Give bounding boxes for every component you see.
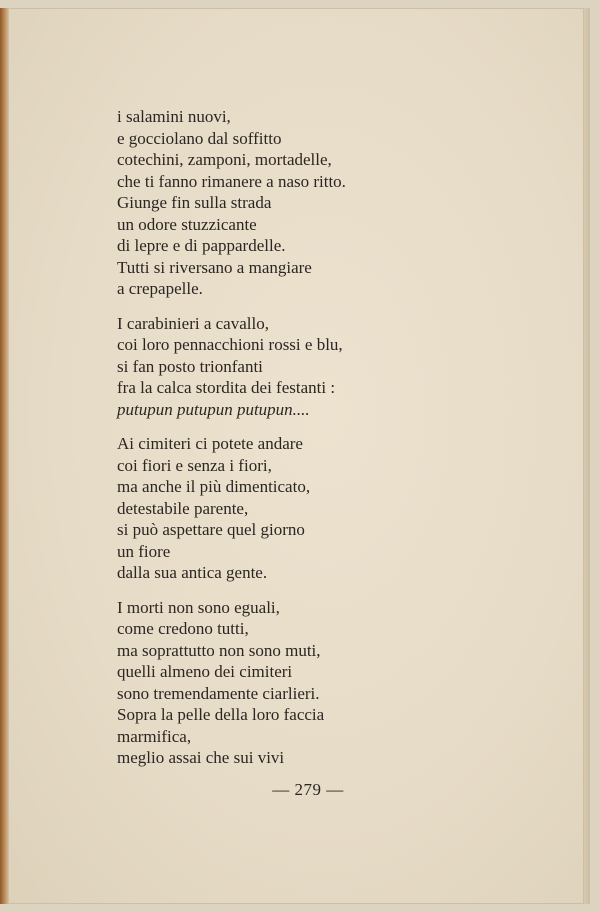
poem-line: sono tremendamente ciarlieri. bbox=[117, 683, 320, 703]
poem-line: come credono tutti, bbox=[117, 619, 249, 638]
poem-line: ma soprattutto non sono muti, bbox=[117, 640, 321, 660]
poem-line: a crepapelle. bbox=[117, 279, 203, 298]
poem-line: ma anche il più dimenticato, bbox=[117, 477, 311, 496]
poem-line: Sopra la pelle della loro faccia bbox=[117, 705, 325, 724]
poem-line: coi fiori e senza i fiori, bbox=[117, 455, 272, 475]
poem-line: di lepre e di pappardelle. bbox=[117, 236, 286, 255]
poem-line: che ti fanno rimanere a naso ritto. bbox=[117, 171, 346, 191]
poem-line: un odore stuzzicante bbox=[117, 214, 257, 234]
poem-line: dalla sua antica gente. bbox=[117, 563, 268, 582]
poem-line: meglio assai che sui vivi bbox=[117, 748, 285, 767]
page-number: — 279 — bbox=[272, 780, 344, 799]
stanza-4 bbox=[117, 597, 557, 769]
poem-line: detestabile parente, bbox=[117, 498, 249, 518]
stanza-3 bbox=[117, 433, 557, 584]
poem-line: i salamini nuovi, bbox=[117, 107, 231, 126]
poem-line: marmifica, bbox=[117, 726, 192, 746]
book-page bbox=[8, 8, 584, 904]
poem-line: coi loro pennacchioni rossi e blu, bbox=[117, 335, 343, 354]
poem-line: I morti non sono eguali, bbox=[117, 597, 280, 617]
poem-line: e gocciolano dal soffitto bbox=[117, 128, 282, 148]
poem-line-italic: putupun putupun putupun.... bbox=[117, 399, 310, 419]
poem-line: un fiore bbox=[117, 541, 171, 561]
poem-line: quelli almeno dei cimiteri bbox=[117, 662, 293, 681]
stanza-2 bbox=[117, 313, 557, 421]
poem-line: Tutti si riversano a mangiare bbox=[117, 257, 312, 277]
stanza-1 bbox=[117, 106, 557, 300]
poem-line: si fan posto trionfanti bbox=[117, 356, 263, 376]
poem-line: fra la calca stordita dei festanti : bbox=[117, 378, 336, 397]
poem-body bbox=[117, 106, 557, 782]
poem-line: si può aspettare quel giorno bbox=[117, 520, 305, 539]
poem-line: Giunge fin sulla strada bbox=[117, 193, 272, 212]
poem-line: Ai cimiteri ci potete andare bbox=[117, 434, 303, 453]
poem-line: cotechini, zamponi, mortadelle, bbox=[117, 150, 332, 169]
poem-line: I carabinieri a cavallo, bbox=[117, 313, 269, 333]
